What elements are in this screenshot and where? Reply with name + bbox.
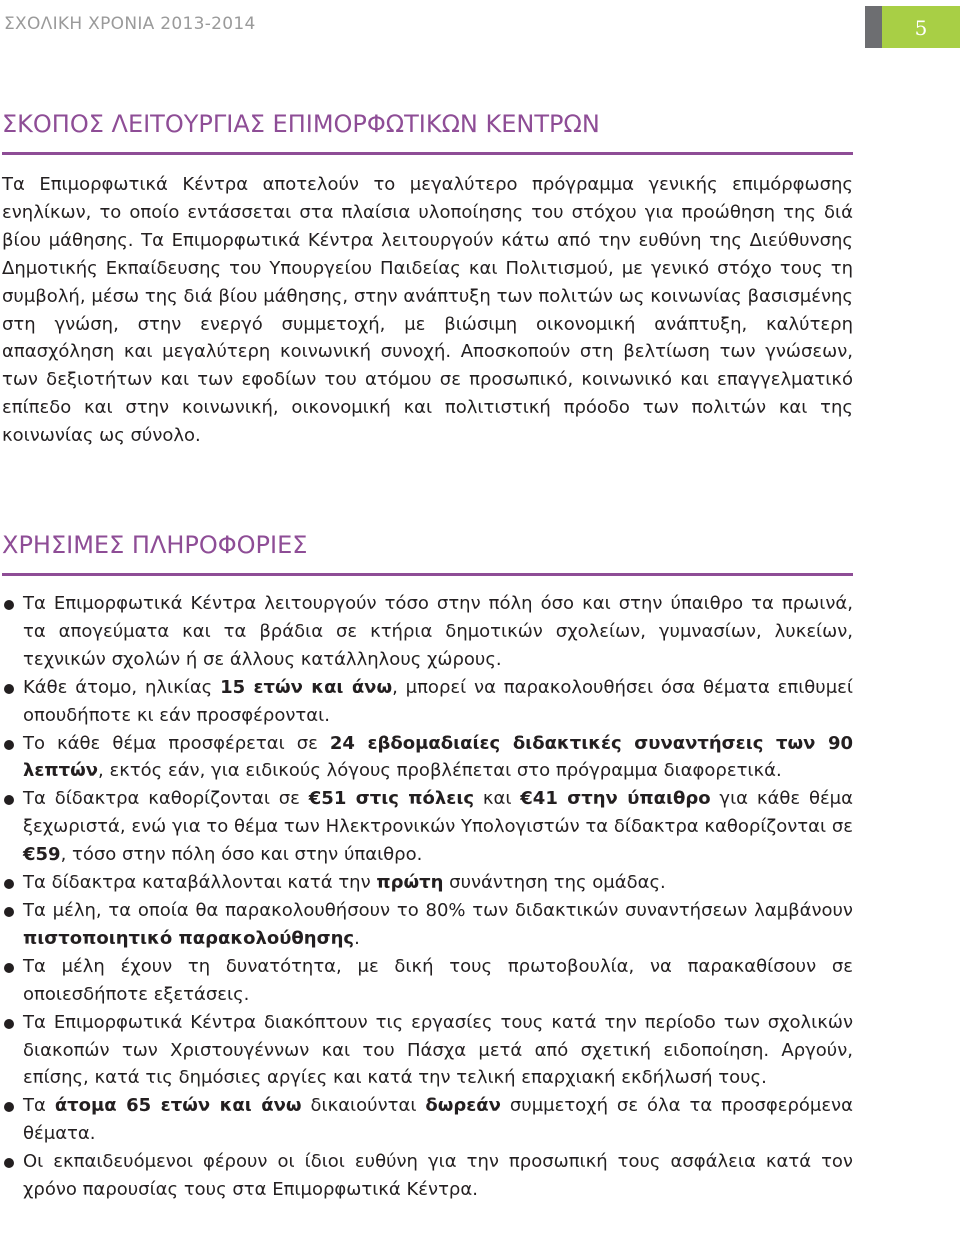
section-rule-info [2, 573, 853, 576]
section-heading-purpose: ΣΚΟΠΟΣ ΛΕΙΤΟΥΡΓΙΑΣ ΕΠΙΜΟΡΦΩΤΙΚΩΝ ΚΕΝΤΡΩΝ [2, 110, 600, 138]
list-item: Το κάθε θέμα προσφέρεται σε 24 εβδομαδιαίες διδακτικές συναντήσεις των 90 λεπτών, εκτός εάν, για ειδικούς λόγους προβλέπεται στο πρόγραμμα διαφορετικά. [2, 730, 853, 786]
bullet-icon [4, 1158, 14, 1168]
page-tab-stripe [865, 6, 882, 48]
bullet-icon [4, 1102, 14, 1112]
bullet-icon [4, 795, 14, 805]
bullet-icon [4, 1019, 14, 1029]
list-item: Τα μέλη έχουν τη δυνατότητα, με δική τους πρωτοβουλία, να παρακαθίσουν σε οποιεσδήποτε εξετάσεις. [2, 953, 853, 1009]
list-item: Τα δίδακτρα καταβάλλονται κατά την πρώτη συνάντηση της ομάδας. [2, 869, 853, 897]
list-item: Τα μέλη, τα οποία θα παρακολουθήσουν το 80% των διδακτικών συναντήσεων λαμβάνουν πιστοποιητικό παρακολούθησης. [2, 897, 853, 953]
list-item: Τα άτομα 65 ετών και άνω δικαιούνται δωρεάν συμμετοχή σε όλα τα προσφερόμενα θέματα. [2, 1092, 853, 1148]
purpose-paragraph: Τα Επιμορφωτικά Κέντρα αποτελούν το μεγαλύτερο πρόγραμμα γενικής επιμόρφωσης ενηλίκων, το οποίο εντάσσεται στα πλαίσια υλοποίησης του στόχου για προώθηση της διά βίου μάθησης. Τα Επιμορφωτικά Κέντρα λειτουργούν κάτω από την ευθύνη της Διεύθυνσης Δημοτικής Εκπαίδευσης του Υπουργείου Παιδείας και Πολιτισμού, με γενικό στόχο τους τη συμβολή, μέσω της διά βίου μάθησης, στην ανάπτυξη των πολιτών ως κοινωνίας βασισμένης στη γνώση, στην ενεργό συμμετοχή, με βιώσιμη οικονομική ανάπτυξη, καλύτερη απασχόληση και μεγαλύτερη κοινωνική συνοχή. Αποσκοπούν στη βελτίωση των γνώσεων, των δεξιοτήτων και των εφοδίων του ατόμου σε προσωπικό, κοινωνικό και επαγγελματικό επίπεδο και στην κοινωνική, οικονομική και πολιτιστική πρόοδο των πολιτών και της κοινωνίας ως σύνολο. [2, 174, 853, 447]
bullet-icon [4, 879, 14, 889]
bullet-icon [4, 740, 14, 750]
bullet-icon [4, 907, 14, 917]
section-heading-info: ΧΡΗΣΙΜΕΣ ΠΛΗΡΟΦΟΡΙΕΣ [2, 531, 308, 559]
bullet-icon [4, 600, 14, 610]
list-item: Τα δίδακτρα καθορίζονται σε €51 στις πόλεις και €41 στην ύπαιθρο για κάθε θέμα ξεχωριστά, ενώ για το θέμα των Ηλεκτρονικών Υπολογιστών τα δίδακτρα καθορίζονται σε €59, τόσο στην πόλη όσο και στην ύπαιθρο. [2, 785, 853, 869]
section-rule-purpose [2, 152, 853, 155]
list-item: Κάθε άτομο, ηλικίας 15 ετών και άνω, μπορεί να παρακολουθήσει όσα θέματα επιθυμεί οπουδήποτε κι εάν προσφέρονται. [2, 674, 853, 730]
bullet-icon [4, 963, 14, 973]
list-item: Τα Επιμορφωτικά Κέντρα διακόπτουν τις εργασίες τους κατά την περίοδο των σχολικών διακοπών των Χριστουγέννων και του Πάσχα μετά από σχετική ειδοποίηση. Αργούν, επίσης, κατά τις δημόσιες αργίες και κατά την τελική επαρχιακή εκδήλωσή τους. [2, 1009, 853, 1093]
page-number: 5 [914, 16, 928, 40]
info-list [2, 590, 853, 1204]
page-number-tab [865, 6, 960, 48]
bullet-icon [4, 684, 14, 694]
list-item: Τα Επιμορφωτικά Κέντρα λειτουργούν τόσο στην πόλη όσο και στην ύπαιθρο τα πρωινά, τα απογεύματα και τα βράδια σε κτήρια δημοτικών σχολείων, γυμνασίων, λυκείων, τεχνικών σχολών ή σε άλλους κατάλληλους χώρους. [2, 590, 853, 674]
running-header: ΣΧΟΛΙΚΗ ΧΡΟΝΙΑ 2013-2014 [4, 14, 256, 34]
list-item: Οι εκπαιδευόμενοι φέρουν οι ίδιοι ευθύνη για την προσωπική τους ασφάλεια κατά τον χρόνο παρουσίας τους στα Επιμορφωτικά Κέντρα. [2, 1148, 853, 1204]
